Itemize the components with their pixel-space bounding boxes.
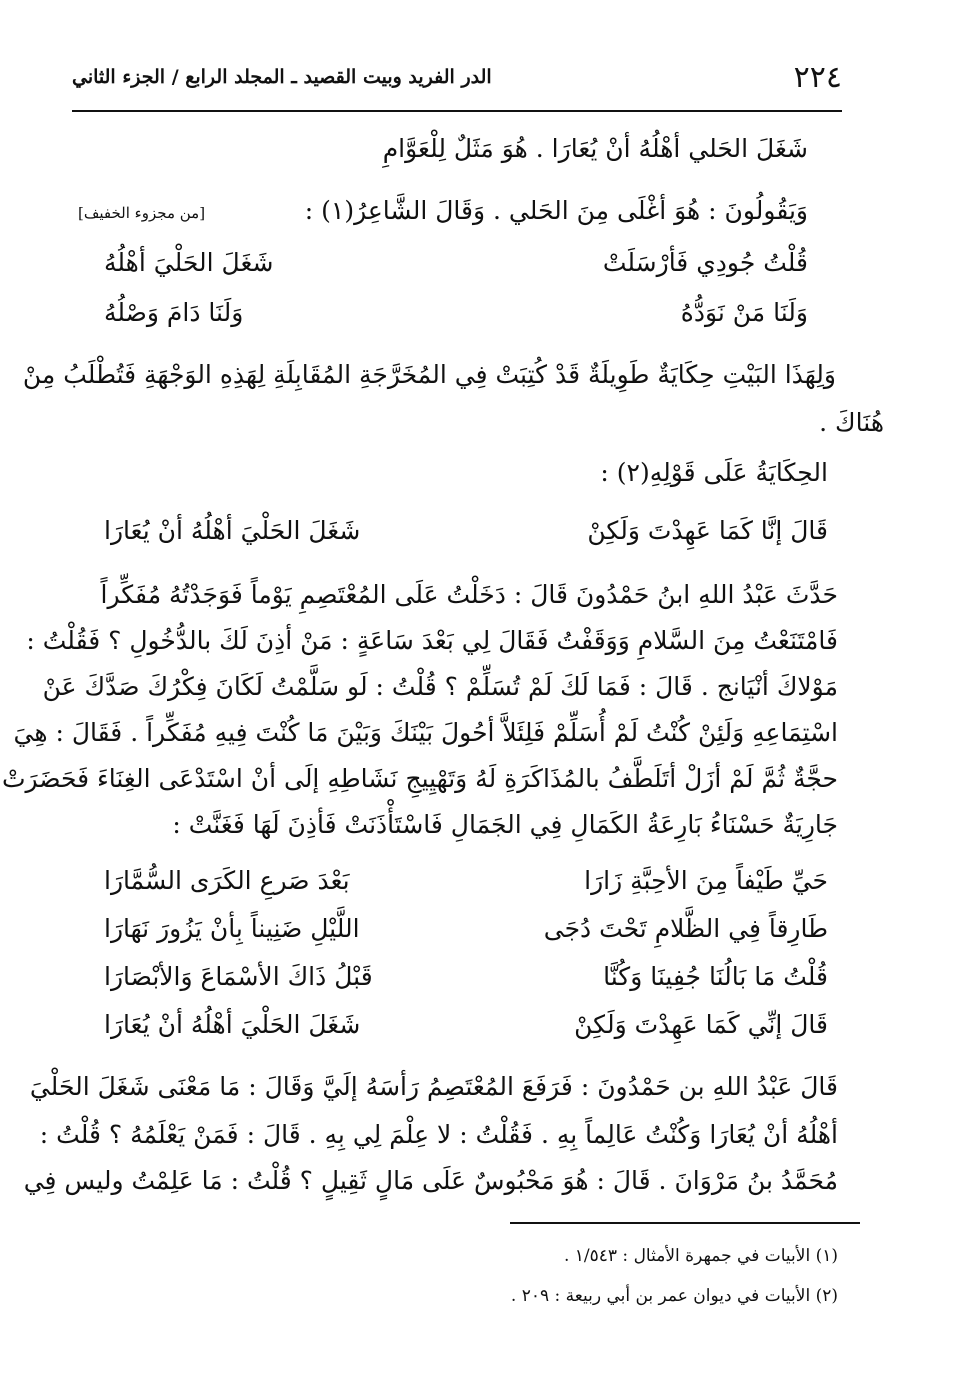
paragraph-line: حجَّةٌ ثُمَّ لَمْ أزَلْ أتَلَطَّفُ بالمُذَاكَرَةِ لَهُ وَتَهْيِيجِ نَشَاطِهِ إلَى أنْ اسْتَدْعَى الغِنَاءَ فَحَضَرَتْ [1, 764, 838, 793]
paragraph-line: حَدَّثَ عَبْدُ اللهِ ابنُ حَمْدُونَ قَالَ : دَخَلْتُ عَلَى المُعْتَصِمِ يَوْماً فَوَجَدْتُهُ مُفَكِّراً [100, 580, 838, 609]
verse-hemistich-first: قُلْتُ جُودِي فَأرْسَلَتْ [602, 248, 808, 277]
paragraph-line: قَالَ عَبْدُ اللهِ بن حَمْدُونَ : فَرَفَعَ المُعْتَصِمُ رَأسَهُ إلَيَّ وَقَالَ : مَا مَعْنَى شَغَلَ الحَلْيَ [29, 1072, 838, 1101]
page-header [72, 58, 842, 102]
verse-hemistich-first: طَارِقاً فِي الظَّلامِ تَحْتَ دُجَى [543, 914, 828, 943]
paragraph-line: مَوْلاكَ أنْيَانج . قَالَ : فَمَا لَكَ لَمْ تُسَلِّمْ ؟ قُلْتُ : لَو سَلَّمْتُ لَكَانَ فِكْرُكَ صَدَّكَ عَنْ [42, 672, 838, 701]
text-line: وَيَقُولُونَ : هُوَ أغْلَى مِنَ الحَلي . وَقَالَ الشَّاعِرُ(١) : [304, 196, 808, 225]
verse-hemistich-first: وَلَنَا مَنْ نَوَدُّهُ [680, 298, 808, 327]
page-number: ٢٢٤ [793, 60, 842, 95]
verse-hemistich-first: قَالَ إنَّا كَمَا عَهِدْتَ وَلَكِنْ [587, 516, 828, 545]
story-heading: الحِكَايَةُ عَلَى قَوْلِهِ(٢) : [600, 458, 828, 487]
footnote-divider [510, 1222, 860, 1224]
verse-hemistich-second: وَلَنَا دَامَ وَصْلُهُ [104, 298, 244, 327]
paragraph-line: هُنَاكَ . [819, 408, 884, 437]
verse-hemistich-first: حَيِّ طَيْفاً مِنَ الأحِبَّةِ زَارَا [584, 866, 828, 895]
meter-label: [من مجزوء الخفيف] [78, 204, 206, 222]
footnote-1: (١) الأبيات في جمهرة الأمثال : ١/٥٤٣ . [563, 1246, 838, 1266]
paragraph-line: أهْلُهُ أنْ يُعَارَا وَكُنْتُ عَالِماً بِهِ . فَقُلْتُ : لا عِلْمَ لِي بِهِ . قَالَ : فَمَنْ يَعْلَمُهُ ؟ قُلْتُ : [39, 1120, 838, 1149]
paragraph-line: اسْتِمَاعِهِ وَلَئِنْ كُنْتُ لَمْ أُسَلِّمْ فَلِئَلاَّ أحُولَ بَيْنَكَ وَبَيْنَ مَا كُنْتَ فِيهِ مُفَكِّراً . فَقَالَ : هِيَ [13, 718, 838, 747]
verse-hemistich-second: قَبْلُ ذَاكَ الأسْمَاعَ وَالأبْصَارَا [104, 962, 373, 991]
verse-hemistich-second: بَعْدَ صَرعِ الكَرَى السُّمَّارَا [104, 866, 350, 895]
verse-hemistich-second: اللَّيْلِ ضَنِيناً بِأنْ يَزُورَ نَهَارَا [104, 914, 360, 943]
verse-hemistich-second: شَغَلَ الحَلْيَ أهْلُهُ [104, 248, 274, 277]
verse-hemistich-first: قَالَ إنِّي كَمَا عَهِدْتَ وَلَكِنْ [574, 1010, 828, 1039]
header-divider [72, 110, 842, 112]
paragraph-line: جَارِيَةٌ حَسْنَاءُ بَارِعَةُ الكَمَالِ فِي الجَمَالِ فَاسْتَأْذَنَتْ فَأذِنَ لَهَا فَغَنَّتْ : [172, 810, 838, 839]
paragraph-line: فَامْتَنَعْتُ مِنَ السَّلامِ وَوَقَفْتُ فَقَالَ لِي بَعْدَ سَاعَةٍ : مَنْ أذِنَ لَكَ بالدُّخُولِ ؟ فَقُلْتُ : [26, 626, 838, 655]
text-line: شَغَلَ الحَلي أهْلُهُ أنْ يُعَارَا . هُوَ مَثَلٌ لِلْعَوَّامِ [382, 134, 808, 163]
verse-hemistich-second: شَغَلَ الحَلْيَ أهْلُهُ أنْ يُعَارَا [104, 516, 361, 545]
paragraph-line: وَلِهَذَا البَيْتِ حِكَايَةٌ طَوِيلَةٌ قَدْ كُتِبَتْ فِي المُخَرَّجَةِ المُقَابِلَةِ لِهَذِهِ الوَجْهَةِ فَتُطْلَبُ مِنْ [22, 360, 836, 389]
verse-hemistich-first: قُلْتُ مَا بَالُنَا جُفِينَا وَكُنَّا [603, 962, 828, 991]
verse-hemistich-second: شَغَلَ الحَلْيَ أهْلُهُ أنْ يُعَارَا [104, 1010, 361, 1039]
running-title: الدر الفريد وبيت القصيد ـ المجلد الرابع / الجزء الثاني [72, 66, 492, 88]
footnote-2: (٢) الأبيات في ديوان عمر بن أبي ربيعة : ٢٠٩ . [510, 1286, 838, 1306]
paragraph-line: مُحَمَّدُ بنُ مَرْوَانَ . قَالَ : هُوَ مَحْبُوسٌ عَلَى مَالٍ ثَقِيلٍ ؟ قُلْتُ : مَا عَلِمْتُ وليس فِي [23, 1166, 838, 1195]
